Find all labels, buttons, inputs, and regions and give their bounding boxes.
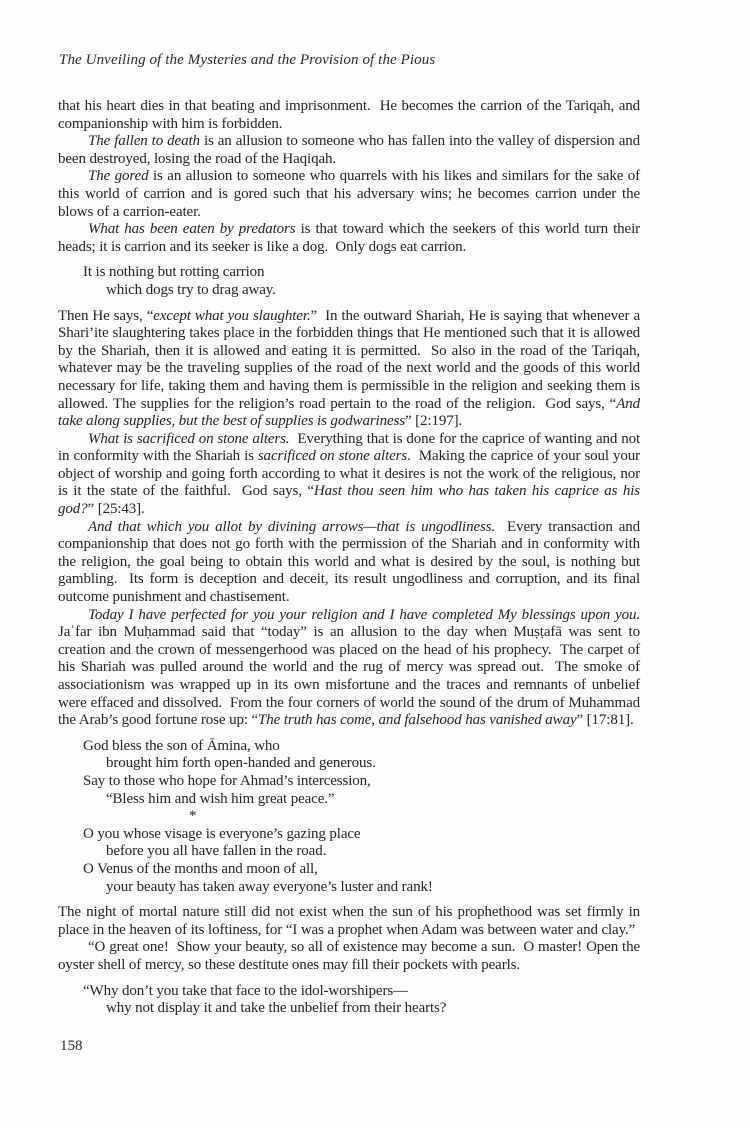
body-text: your beauty has taken away everyone’s luster and rank!: [106, 878, 433, 895]
body-text: Every transaction and companionship that does not go forth with the permission of the Shariah and in conformity with the religion, the goal being to obtain this world and what is desired by the soul, is nothing but gambling. Its form is deception and deceit, its result ungodliness and corruption, and its final outcome punishment and chastisement.: [58, 518, 640, 606]
paragraph: [58, 519, 640, 607]
body-text: The night of mortal nature still did not exist when the sun of his prophethood was set firmly in place in the heaven of its loftiness, for “I was a prophet when Adam was between water and clay.”: [58, 904, 640, 938]
verse-block: [58, 264, 640, 299]
body-text: O you whose visage is everyone’s gazing place: [83, 825, 361, 842]
paragraph: [58, 168, 640, 221]
paragraph: [58, 221, 640, 256]
paragraph: [58, 607, 640, 730]
page-body: [58, 98, 640, 1026]
paragraph: [58, 939, 640, 974]
body-text: before you all have fallen in the road.: [106, 843, 327, 860]
body-text: which dogs try to drag away.: [106, 281, 276, 298]
body-text: O Venus of the months and moon of all,: [83, 860, 318, 877]
verse-line: [106, 1000, 640, 1018]
paragraph: [58, 431, 640, 519]
italic-text: Today I have perfected for you your religion and I have completed My blessings upon you.: [88, 606, 640, 623]
verse-line: [83, 861, 640, 879]
italic-text: sacrificed on stone alters: [257, 448, 408, 465]
paragraph: [58, 98, 640, 133]
italic-text: And take along supplies, but the best of supplies is godwariness: [58, 395, 640, 430]
body-text: God bless the son of Āmina, who: [83, 737, 280, 754]
body-text: ” [2:197].: [404, 413, 463, 430]
italic-text: And that which you allot by divining arrows—that is ungodliness.: [88, 518, 496, 535]
body-text: brought him forth open-handed and generous.: [106, 755, 376, 772]
body-text: ” In the outward Shariah, He is saying that whenever a Shari’ite slaughtering takes place in the forbidden things that He mentioned such that it is allowed by the Shariah, then it is allowed and eating it is permitted. So also in the road of the Tariqah, whatever may be the traveling supplies of the road of the next world and the goods of this world necessary for life, taking them and having them is permissible in the religion and seeking them is allowed. The supplies for the religion’s road pertain to the road of the religion. God says, “: [58, 307, 640, 412]
body-text: It is nothing but rotting carrion: [83, 264, 265, 281]
verse-line: [83, 264, 640, 282]
verse-line: [83, 773, 640, 791]
verse-block: [58, 738, 640, 896]
verse-line: [189, 808, 640, 826]
body-text: why not display it and take the unbelief from their hearts?: [106, 1000, 447, 1017]
paragraph: [58, 904, 640, 939]
body-text: “Why don’t you take that face to the idol-worshipers—: [83, 982, 408, 999]
verse-line: [106, 755, 640, 773]
italic-text: The fallen to death: [88, 133, 200, 150]
page-number: 158: [60, 1038, 83, 1054]
verse-line: [106, 879, 640, 897]
verse-line: [106, 843, 640, 861]
body-text: is that toward which the seekers of this world turn their heads; it is carrion and its seeker is like a dog. Only dogs eat carrion.: [58, 221, 640, 255]
body-text: Everything that is done for the caprice of wanting and not in conformity with the Shariah is: [58, 430, 640, 465]
verse-line: [83, 826, 640, 844]
body-text: Jaʿfar ibn Muḥammad said that “today” is an allusion to the day when Muṣṭafā was sent to creation and the crown of messengerhood was placed on the head of his prophecy. The carpet of his Shariah was pulled around the world and the rug of mercy was spread out. The smoke of associationism was wrapped up in its own misfortune and the traces and remnants of unbelief were effaced and dissolved. From the four corners of world the sound of the drum of Muhammad the Arab’s good fortune rose up: “: [58, 624, 640, 729]
paragraph: [58, 133, 640, 168]
italic-text: What has been eaten by predators: [88, 221, 296, 238]
body-text: ” [25:43].: [87, 501, 145, 518]
body-text: . Making the caprice of your soul your object of worship and going forth according to what it desires is not the work of the religious, nor is it the state of the faithful. God says, “: [58, 448, 640, 500]
verse-line: [83, 983, 640, 1001]
italic-text: The truth has come, and falsehood has vanished away: [258, 712, 577, 729]
body-text: Say to those who hope for Ahmad’s intercession,: [83, 772, 371, 789]
verse-line: [106, 791, 640, 809]
italic-text: Hast thou seen him who has taken his caprice as his god?: [58, 483, 640, 518]
body-text: is an allusion to someone who quarrels with his likes and similars for the sake of this world of carrion and is gored such that his adversary wins; he becomes carrion under the blows of a carrion-eater.: [58, 168, 641, 220]
italic-text: except what you slaughter.: [153, 307, 311, 324]
verse-line: [106, 282, 640, 300]
running-header: The Unveiling of the Mysteries and the Provision of the Pious: [59, 52, 436, 68]
body-text: *: [189, 808, 197, 825]
body-text: that his heart dies in that beating and imprisonment. He becomes the carrion of the Tariqah, and companionship with him is forbidden.: [58, 98, 640, 132]
body-text: ” [17:81].: [576, 712, 634, 729]
body-text: is an allusion to someone who has fallen into the valley of dispersion and been destroyed, losing the road of the Haqiqah.: [58, 133, 641, 167]
body-text: Then He says, “: [58, 307, 154, 324]
paragraph: [58, 308, 640, 431]
italic-text: What is sacrificed on stone alters.: [88, 430, 290, 447]
verse-block: [58, 983, 640, 1018]
body-text: “O great one! Show your beauty, so all of existence may become a sun. O master! Open the oyster shell of mercy, so these destitute ones may fill their pockets with pearls.: [58, 939, 640, 973]
body-text: “Bless him and wish him great peace.”: [106, 790, 335, 807]
italic-text: The gored: [88, 168, 149, 185]
verse-line: [83, 738, 640, 756]
